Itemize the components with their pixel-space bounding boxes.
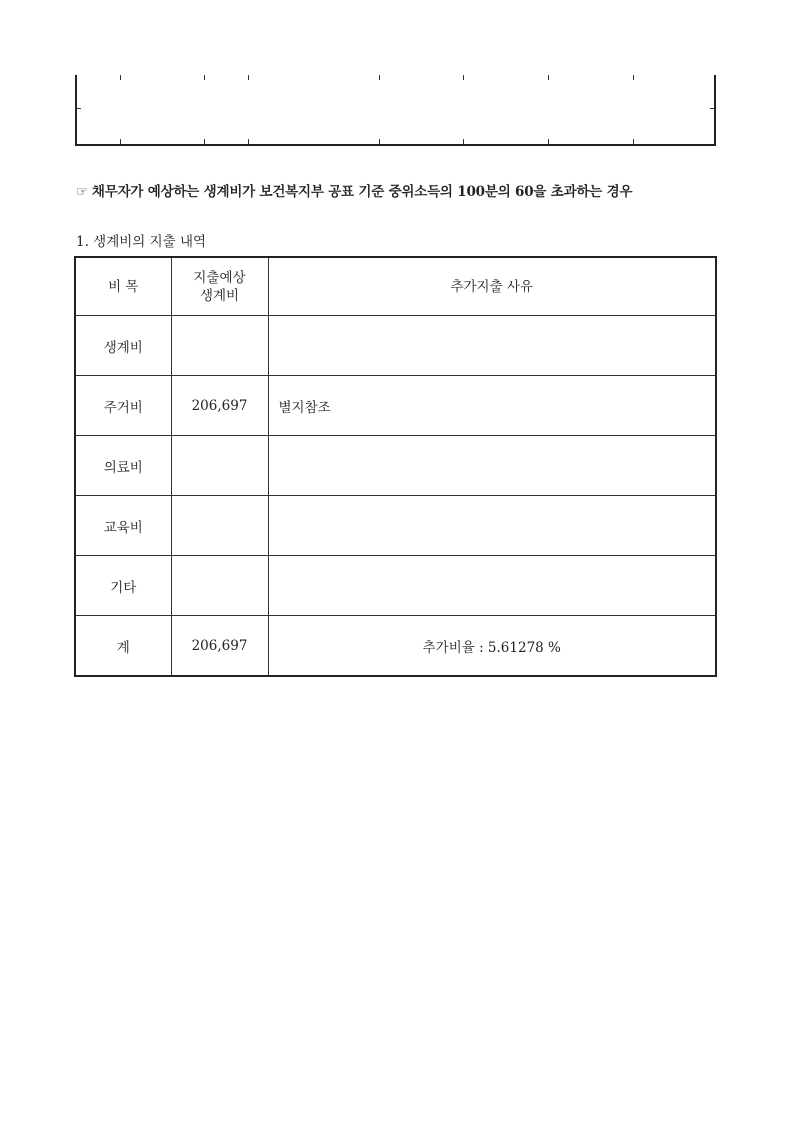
row-amount: [171, 496, 268, 556]
table-tick: [710, 108, 714, 109]
table-row: [75, 316, 716, 376]
table-tick: [633, 75, 634, 80]
row-item: 생계비: [75, 316, 171, 376]
table-row: [75, 436, 716, 496]
header-expected: [171, 257, 268, 316]
total-item: 계: [75, 616, 171, 677]
table-tick: [463, 139, 464, 144]
table-tick: [548, 139, 549, 144]
row-item: 의료비: [75, 436, 171, 496]
header-expected-line2: 생계비: [199, 287, 240, 304]
row-reason: [268, 316, 716, 376]
row-reason: [268, 556, 716, 616]
row-amount: [171, 316, 268, 376]
previous-table-fragment: [75, 75, 716, 146]
table-tick: [77, 108, 81, 109]
total-ratio: 추가비율 : 5.61278 %: [268, 616, 716, 677]
table-tick: [633, 139, 634, 144]
table-tick: [248, 75, 249, 80]
table-tick: [548, 75, 549, 80]
table-tick: [204, 139, 205, 144]
row-item: 교육비: [75, 496, 171, 556]
row-reason: [268, 436, 716, 496]
notice-text: 채무자가 예상하는 생계비가 보건복지부 공표 기준 중위소득의 100분의 60을 초과하는 경우: [91, 184, 633, 200]
table-tick: [120, 75, 121, 80]
table-header-row: [75, 257, 716, 316]
table-tick: [463, 75, 464, 80]
header-item: 비 목: [75, 257, 171, 316]
row-item: 기타: [75, 556, 171, 616]
row-amount: 206,697: [171, 376, 268, 436]
table-row: [75, 496, 716, 556]
header-expected-line1: 지출예상: [193, 269, 246, 286]
table-row: [75, 376, 716, 436]
table-tick: [120, 139, 121, 144]
row-reason: [268, 496, 716, 556]
notice-line: [76, 180, 632, 200]
table-tick: [379, 139, 380, 144]
table-row: [75, 556, 716, 616]
table-total-row: [75, 616, 716, 677]
pointing-hand-icon: ☞: [76, 184, 88, 200]
table-tick: [204, 75, 205, 80]
row-item: 주거비: [75, 376, 171, 436]
table-tick: [248, 139, 249, 144]
row-amount: [171, 436, 268, 496]
table-tick: [379, 75, 380, 80]
expense-table: [74, 256, 717, 677]
row-amount: [171, 556, 268, 616]
row-reason: 별지참조: [268, 376, 716, 436]
section-title: 1. 생계비의 지출 내역: [76, 234, 207, 250]
total-amount: 206,697: [171, 616, 268, 677]
header-reason: 추가지출 사유: [268, 257, 716, 316]
